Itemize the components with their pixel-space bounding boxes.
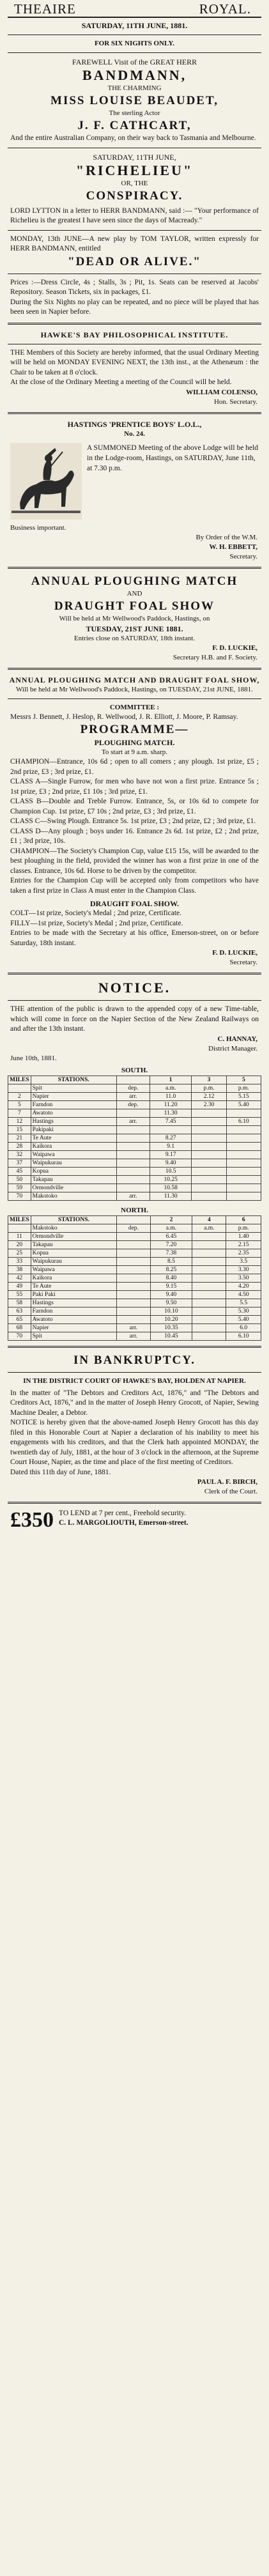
station-name: Waipukurau [31, 1257, 116, 1265]
bankruptcy-body: NOTICE is hereby given that the above-named Joseph Henry Grocott has this day filed in this Honorable Court at Napier a declaration of his inability to meet his engagements with his creditors, and that the Clerk hath appointed MONDAY, the twentieth day of July, 1881, at the hour of 3 o'clock in the afternoon, at the Supreme Court House, Napier, as the time and place of the first meeting of Creditors. [10, 1419, 259, 1466]
station-name: Makotoko [31, 1192, 116, 1200]
timetable-cell [150, 1125, 191, 1134]
notice-body: THE attention of the public is drawn to the appended copy of a new Time-table, which will come in force on the Napier Section of the New Zealand Railways on and after the 13th instant. [10, 1005, 259, 1033]
station-name: Waipawa [31, 1265, 116, 1274]
timetable-cell: 2.12 [192, 1092, 226, 1100]
timetable-cell: 7.38 [150, 1249, 192, 1257]
north-col-header: STATIONS. [31, 1215, 116, 1224]
south-row [8, 1092, 261, 1100]
station-name: Napier [31, 1323, 116, 1332]
timetable-cell: 9.40 [150, 1159, 191, 1167]
timetable-cell [192, 1232, 226, 1240]
notice-date: June 10th, 1881. [10, 1054, 57, 1062]
timetable-cell: 5.40 [226, 1315, 261, 1323]
station-name: Awatoto [31, 1315, 116, 1323]
theatre-monday: MONDAY, 13th JUNE—A new play by TOM TAYLOR, written expressly for HERR BANDMANN, entitled [10, 235, 259, 252]
timetable-cell: 11.0 [150, 1092, 191, 1100]
timetable-cell: 10.5 [150, 1167, 191, 1175]
north-row [8, 1290, 261, 1299]
lol-body: A SUMMONED Meeting of the above Lodge will be held in the Lodge-room, Hastings, on SATURDAY, June 11th, at 7.30 p.m. [87, 443, 258, 472]
theatre-company: And the entire Australian Company, on their way back to Tasmania and Melbourne. [10, 134, 256, 142]
timetable-cell: 7 [8, 1109, 31, 1117]
north-row [8, 1307, 261, 1315]
timetable-cell: 7.45 [150, 1117, 191, 1125]
timetable-cell: 8.40 [150, 1274, 192, 1282]
timetable-cell [192, 1175, 226, 1184]
ploughing2-colt: COLT—1st prize, Society's Medal ; 2nd prize, Certificate. [10, 909, 181, 917]
timetable-cell [192, 1315, 226, 1323]
ploughing2-title: ANNUAL PLOUGHING MATCH AND DRAUGHT FOAL SHOW, [9, 675, 260, 684]
timetable-cell: arr. [116, 1117, 150, 1125]
south-row [8, 1159, 261, 1167]
timetable-cell: 58 [8, 1299, 31, 1307]
theatre-charming: THE CHARMING [107, 84, 162, 92]
bankruptcy-notice [8, 1353, 261, 1497]
timetable-cell [192, 1282, 226, 1290]
station-name: Waipawa [31, 1150, 116, 1159]
timetable-cell: 10.20 [150, 1315, 192, 1323]
theatre-saturday: SATURDAY, 11TH JUNE, [93, 152, 176, 162]
timetable-cell: 49 [8, 1282, 31, 1290]
north-row [8, 1257, 261, 1265]
timetable-cell: 55 [8, 1290, 31, 1299]
timetable-cell: 9.17 [150, 1150, 191, 1159]
timetable-cell: 11.20 [150, 1100, 191, 1109]
timetable-cell [192, 1142, 226, 1150]
bankruptcy-court: IN THE DISTRICT COURT OF HAWKE'S BAY, HOLDEN AT NAPIER. [23, 1377, 246, 1385]
ploughing2-committee-hdr: COMMITTEE : [109, 703, 160, 711]
south-row [8, 1192, 261, 1200]
timetable-cell [226, 1150, 261, 1159]
ploughing-advert-1 [8, 574, 261, 663]
north-row [8, 1232, 261, 1240]
timetable-cell: 3.50 [226, 1274, 261, 1282]
theatre-prices: Prices :—Dress Circle, 4s ; Stalls, 3s ; Pit, 1s. Seats can be reserved at Jacobs' Repository. Season Tickets, six in packages, £1. [10, 278, 259, 296]
timetable-cell: 8.27 [150, 1134, 191, 1142]
loan-line1: TO LEND at 7 per cent., Freehold security. [59, 1509, 186, 1517]
timetable-cell [192, 1257, 226, 1265]
ploughing1-date: TUESDAY, 21ST JUNE 1881. [86, 624, 183, 633]
timetable-cell: 11.30 [150, 1192, 191, 1200]
timetable-cell: 6.10 [226, 1117, 261, 1125]
timetable-cell [116, 1184, 150, 1192]
timetable-cell: 12 [8, 1117, 31, 1125]
timetable-cell: p.m. [226, 1224, 261, 1232]
theatre-lytton: LORD LYTTON in a letter to HERR BANDMANN, said :— "Your performance of Richelieu is the greatest I have seen since the days of Macready." [10, 206, 259, 224]
south-col-header [116, 1076, 150, 1084]
station-name: Awatoto [31, 1109, 116, 1117]
station-name: Napier [31, 1092, 116, 1100]
timetable-cell [192, 1307, 226, 1315]
timetable-cell: a.m. [192, 1224, 226, 1232]
timetable-cell [117, 1274, 151, 1282]
north-col-header [117, 1215, 151, 1224]
class-item: CHAMPION—The Society's Champion Cup, value £15 15s, will be awarded to the best ploughing in the field, provided the winner has won a first prize in one of the classes. Entrance, 10s 6d. Horse to be driven by the competitor. [10, 847, 259, 875]
north-row [8, 1315, 261, 1323]
timetable-cell: 3.5 [226, 1257, 261, 1265]
ploughing1-sig1: F. D. LUCKIE, [212, 644, 257, 652]
timetable-cell [226, 1125, 261, 1134]
theatre-actor: The sterling Actor [109, 109, 160, 117]
timetable-cell: a.m. [150, 1224, 192, 1232]
ploughing1-sig2: Secretary H.B. and F. Society. [173, 653, 257, 661]
timetable-cell [117, 1240, 151, 1249]
south-col-header: 5 [226, 1076, 261, 1084]
timetable-cell [192, 1134, 226, 1142]
class-item: CLASS C—Swing Plough. Entrance 5s. 1st prize, £3 ; 2nd prize, £2 ; 3rd prize, £1. [10, 817, 256, 825]
notice-sig1: C. HANNAY, [217, 1035, 257, 1043]
class-item: CLASS D—Any plough ; boys under 16. Entrance 2s 6d. 1st prize, £2 ; 2nd prize, £1 ; 3rd prize, 10s. [10, 827, 259, 845]
theatre-bandmann: BANDMANN, [82, 67, 187, 83]
ploughing2-held: Will be held at Mr Wellwood's Paddock, Hastings, on TUESDAY, 21st JUNE, 1881. [16, 685, 253, 693]
timetable-cell [116, 1125, 150, 1134]
lol-number: No. 24. [124, 429, 145, 438]
timetable-cell: 2.15 [226, 1240, 261, 1249]
timetable-cell [226, 1142, 261, 1150]
ploughing-advert-2 [8, 675, 261, 968]
station-name: Te Aute [31, 1134, 116, 1142]
station-name: Spit [31, 1332, 116, 1340]
timetable-cell: 4.50 [226, 1290, 261, 1299]
south-row [8, 1084, 261, 1092]
timetable-cell: 70 [8, 1332, 31, 1340]
timetable-cell [226, 1192, 261, 1200]
timetable-cell [117, 1307, 151, 1315]
south-row [8, 1117, 261, 1125]
north-timetable [8, 1215, 261, 1341]
station-name: Kopua [31, 1167, 116, 1175]
timetable-cell: 42 [8, 1274, 31, 1282]
timetable-cell: 11 [8, 1232, 31, 1240]
north-header: NORTH. [121, 1206, 148, 1214]
timetable-cell: 7.20 [150, 1240, 192, 1249]
station-name: Ormondville [31, 1232, 116, 1240]
timetable-cell [192, 1274, 226, 1282]
timetable-cell: 9.1 [150, 1142, 191, 1150]
bankruptcy-title: IN BANKRUPTCY. [73, 1353, 196, 1367]
station-name: Hastings [31, 1117, 116, 1125]
bankruptcy-dated: Dated this 11th day of June, 1881. [10, 1468, 111, 1476]
timetable-cell: 10.10 [150, 1307, 192, 1315]
timetable-cell: 4.20 [226, 1282, 261, 1290]
timetable-cell [226, 1184, 261, 1192]
timetable-cell [192, 1184, 226, 1192]
north-row [8, 1249, 261, 1257]
timetable-cell: 5.5 [226, 1299, 261, 1307]
timetable-cell: dep. [117, 1224, 151, 1232]
timetable-cell: arr. [117, 1323, 151, 1332]
station-name: Kaikora [31, 1142, 116, 1150]
south-col-header: 3 [192, 1076, 226, 1084]
timetable-cell: 45 [8, 1167, 31, 1175]
timetable-cell [226, 1109, 261, 1117]
north-row [8, 1332, 261, 1340]
station-name: Te Aute [31, 1282, 116, 1290]
timetable-cell: 25 [8, 1249, 31, 1257]
timetable-cell: 5.40 [226, 1100, 261, 1109]
timetable-cell [8, 1084, 31, 1092]
timetable-cell [192, 1240, 226, 1249]
theatre-nights: FOR SIX NIGHTS ONLY. [94, 40, 175, 47]
north-col-header: 6 [226, 1215, 261, 1224]
north-row [8, 1282, 261, 1290]
masthead-left: THEAIRE [14, 1, 76, 17]
timetable-cell [117, 1282, 151, 1290]
timetable-cell: dep. [116, 1100, 150, 1109]
timetable-cell: 5.15 [226, 1092, 261, 1100]
station-name: Kopua [31, 1249, 116, 1257]
loan-signature: C. L. MARGOLIOUTH, Emerson-street. [59, 1519, 188, 1527]
class-item: CLASS B—Double and Treble Furrow. Entrance, 5s, or 10s 6d to compete for Champion Cup. 1st prize, £7 10s ; 2nd prize, £3 ; 3rd prize, £1. [10, 798, 259, 815]
south-row [8, 1175, 261, 1184]
philosophical-advert [8, 330, 261, 407]
philosophical-council: At the close of the Ordinary Meeting a meeting of the Council will be held. [10, 378, 232, 386]
station-name: Waipukurau [31, 1159, 116, 1167]
timetable-cell [116, 1167, 150, 1175]
ploughing1-entries: Entries close on SATURDAY, 18th instant. [73, 634, 196, 642]
lol-sig-name: W. H. EBBETT, [209, 543, 257, 551]
loan-advert [10, 1509, 259, 1532]
timetable-cell: 10.35 [150, 1323, 192, 1332]
theatre-richelieu: "RICHELIEU" [75, 162, 194, 178]
timetable-cell [192, 1299, 226, 1307]
ploughing2-start: To start at 9 a.m. sharp. [101, 748, 168, 756]
station-name: Paki Paki [31, 1290, 116, 1299]
timetable-cell [116, 1109, 150, 1117]
north-col-header: 2 [150, 1215, 192, 1224]
notice-title: NOTICE. [98, 980, 171, 996]
timetable-cell: 8.25 [150, 1265, 192, 1274]
timetable-cell [192, 1290, 226, 1299]
ploughing2-sig1: F. D. LUCKIE, [212, 949, 257, 957]
timetable-cell [192, 1167, 226, 1175]
north-row [8, 1274, 261, 1282]
timetable-cell: dep. [116, 1084, 150, 1092]
timetable-cell: 11.30 [150, 1109, 191, 1117]
class-item: Entries for the Champion Cup will be accepted only from competitors who have taken a first prize in Class A must enter in the Champion Class. [10, 877, 259, 895]
loan-amount: £350 [10, 1508, 54, 1532]
south-row [8, 1134, 261, 1142]
class-item: CHAMPION—Entrance, 10s 6d ; open to all comers ; any plough. 1st prize, £5 ; 2nd prize, £3 ; 3rd prize, £1. [10, 758, 259, 776]
timetable-cell [192, 1192, 226, 1200]
timetable-cell: 2.30 [192, 1100, 226, 1109]
bankruptcy-sig2: Clerk of the Court. [204, 1488, 257, 1495]
timetable-cell [117, 1232, 151, 1240]
ploughing2-programme: PROGRAMME— [80, 723, 189, 736]
south-col-header: STATIONS. [31, 1076, 116, 1084]
timetable-cell: 65 [8, 1315, 31, 1323]
south-timetable [8, 1076, 261, 1201]
timetable-cell [116, 1134, 150, 1142]
lol-advert [8, 419, 261, 562]
timetable-cell [192, 1323, 226, 1332]
station-name: Hastings [31, 1299, 116, 1307]
south-row [8, 1150, 261, 1159]
timetable-cell [192, 1265, 226, 1274]
lol-title: HASTINGS 'PRENTICE BOYS' L.O.L., [67, 419, 202, 429]
timetable-cell: 5.30 [226, 1307, 261, 1315]
timetable-cell [117, 1290, 151, 1299]
philosophical-body: THE Members of this Society are hereby informed, that the usual Ordinary Meeting will be held on MONDAY EVENING NEXT, the 13th inst., at the Athenæum : the Chair to be taken at 8 o'clock. [10, 348, 259, 376]
south-row [8, 1100, 261, 1109]
station-name: Takapau [31, 1175, 116, 1184]
bankruptcy-matter: In the matter of "The Debtors and Creditors Act, 1876," and "The Debtors and Creditors Act, 1876," and in the matter of Joseph Henry Grocott, of Napier, Sewing Machine Dealer, a Debtor. [10, 1389, 259, 1417]
ploughing2-classes [8, 757, 261, 896]
station-name: Ormondville [31, 1184, 116, 1192]
timetable-cell: 8.5 [150, 1257, 192, 1265]
timetable-cell: a.m. [150, 1084, 191, 1092]
south-row [8, 1167, 261, 1175]
timetable-cell: p.m. [192, 1084, 226, 1092]
timetable-cell [192, 1249, 226, 1257]
timetable-cell [116, 1175, 150, 1184]
timetable-cell: 38 [8, 1265, 31, 1274]
railway-notice [8, 980, 261, 1341]
timetable-cell: 9.40 [150, 1290, 192, 1299]
timetable-cell [116, 1159, 150, 1167]
timetable-cell: 37 [8, 1159, 31, 1167]
theatre-or-the: OR, THE [121, 179, 148, 187]
ploughing2-entries-note: Entries to be made with the Secretary at his office, Emerson-street, on or before Saturday, 18th instant. [10, 929, 259, 947]
ploughing2-foal-hdr: DRAUGHT FOAL SHOW. [89, 899, 180, 908]
timetable-cell: 9.15 [150, 1282, 192, 1290]
timetable-cell: 2.35 [226, 1249, 261, 1257]
notice-sig2: District Manager. [208, 1044, 257, 1053]
bankruptcy-sig1: PAUL A. F. BIRCH, [197, 1478, 257, 1486]
philosophical-sig-title: Hon. Secretary. [213, 397, 257, 406]
timetable-cell: 1.40 [226, 1232, 261, 1240]
south-header: SOUTH. [121, 1066, 148, 1074]
theatre-cathcart: J. F. CATHCART, [77, 119, 192, 132]
theatre-farewell: FAREWELL Visit of the GREAT HERR [72, 58, 197, 66]
timetable-cell [226, 1167, 261, 1175]
theatre-conspiracy: CONSPIRACY. [86, 189, 183, 203]
station-name: Pakipaki [31, 1125, 116, 1134]
timetable-cell: arr. [116, 1192, 150, 1200]
timetable-cell [117, 1257, 151, 1265]
ploughing1-title1: ANNUAL PLOUGHING MATCH [31, 574, 238, 588]
timetable-cell: 6.45 [150, 1232, 192, 1240]
timetable-cell [226, 1134, 261, 1142]
timetable-cell: 50 [8, 1175, 31, 1184]
timetable-cell [117, 1299, 151, 1307]
ploughing2-ploughing: PLOUGHING MATCH. [94, 738, 175, 747]
north-row [8, 1265, 261, 1274]
masthead-right: ROYAL. [199, 1, 251, 17]
timetable-cell [116, 1150, 150, 1159]
lol-business: Business important. [10, 523, 66, 532]
timetable-cell: 10.58 [150, 1184, 191, 1192]
station-name: Farndon [31, 1100, 116, 1109]
timetable-cell: 6.10 [226, 1332, 261, 1340]
south-col-header: MILES [8, 1076, 31, 1084]
timetable-cell: 21 [8, 1134, 31, 1142]
philosophical-sig-name: WILLIAM COLENSO, [186, 388, 257, 396]
theatre-during: During the Six Nights no play can be repeated, and no piece will be played that has been seen in Napier before. [10, 298, 259, 316]
class-item: CLASS A—Single Furrow, for men who have not won a first prize. Entrance 5s ; 1st prize, £3 ; 2nd prize, £1 10s ; 3rd prize, £1. [10, 778, 259, 796]
north-row [8, 1299, 261, 1307]
horse-rider-illustration [10, 443, 82, 520]
north-col-header: 4 [192, 1215, 226, 1224]
timetable-cell: arr. [117, 1332, 151, 1340]
theatre-advert [8, 18, 261, 318]
timetable-cell [192, 1150, 226, 1159]
north-row [8, 1224, 261, 1232]
timetable-cell [226, 1159, 261, 1167]
timetable-cell: 15 [8, 1125, 31, 1134]
station-name: Takapau [31, 1240, 116, 1249]
station-name: Spit [31, 1084, 116, 1092]
lol-sig-title: Secretary. [229, 552, 257, 560]
timetable-cell: 2 [8, 1092, 31, 1100]
timetable-cell [192, 1125, 226, 1134]
timetable-cell: 28 [8, 1142, 31, 1150]
north-row [8, 1323, 261, 1332]
timetable-cell [192, 1332, 226, 1340]
south-row [8, 1142, 261, 1150]
timetable-cell [192, 1117, 226, 1125]
ploughing1-and: AND [127, 589, 142, 598]
timetable-cell: 59 [8, 1184, 31, 1192]
timetable-cell: 3.30 [226, 1265, 261, 1274]
station-name: Makotoko [31, 1224, 116, 1232]
timetable-cell [192, 1159, 226, 1167]
timetable-cell: 63 [8, 1307, 31, 1315]
ploughing2-sig2: Secretary. [229, 959, 257, 966]
timetable-cell [117, 1249, 151, 1257]
north-row [8, 1240, 261, 1249]
theatre-date: SATURDAY, 11TH JUNE, 1881. [81, 21, 188, 30]
timetable-cell: p.m. [226, 1084, 261, 1092]
theatre-dead-or-alive: "DEAD OR ALIVE." [68, 254, 201, 268]
ploughing2-committee: Messrs J. Bennett, J. Heslop, R. Wellwood, J. R. Elliott, J. Moore, P. Ramsay. [10, 713, 238, 721]
north-col-header: MILES [8, 1215, 31, 1224]
timetable-cell: 68 [8, 1323, 31, 1332]
timetable-cell: 33 [8, 1257, 31, 1265]
station-name: Kaikora [31, 1274, 116, 1282]
timetable-cell [8, 1224, 31, 1232]
timetable-cell: 32 [8, 1150, 31, 1159]
south-row [8, 1109, 261, 1117]
timetable-cell [117, 1265, 151, 1274]
philosophical-title: HAWKE'S BAY PHILOSOPHICAL INSTITUTE. [40, 330, 229, 339]
theatre-beaudet: MISS LOUISE BEAUDET, [50, 94, 219, 107]
timetable-cell: 70 [8, 1192, 31, 1200]
south-col-header: 1 [150, 1076, 191, 1084]
lol-order: By Order of the W.M. [196, 533, 257, 541]
timetable-cell: 6.0 [226, 1323, 261, 1332]
timetable-cell: 20 [8, 1240, 31, 1249]
ploughing2-filly: FILLY—1st prize, Society's Medal ; 2nd prize, Certificate. [10, 919, 183, 927]
south-row [8, 1125, 261, 1134]
ploughing1-held: Will be held at Mr Wellwood's Paddock, Hastings, on [59, 614, 210, 622]
timetable-cell [192, 1109, 226, 1117]
timetable-cell: 5 [8, 1100, 31, 1109]
station-name: Farndon [31, 1307, 116, 1315]
timetable-cell: 10.45 [150, 1332, 192, 1340]
timetable-cell [117, 1315, 151, 1323]
ploughing1-title2: DRAUGHT FOAL SHOW [54, 599, 215, 613]
timetable-cell [226, 1175, 261, 1184]
timetable-cell [116, 1142, 150, 1150]
timetable-cell: 9.50 [150, 1299, 192, 1307]
south-row [8, 1184, 261, 1192]
masthead [8, 0, 261, 18]
timetable-cell: arr. [116, 1092, 150, 1100]
timetable-cell: 10.25 [150, 1175, 191, 1184]
